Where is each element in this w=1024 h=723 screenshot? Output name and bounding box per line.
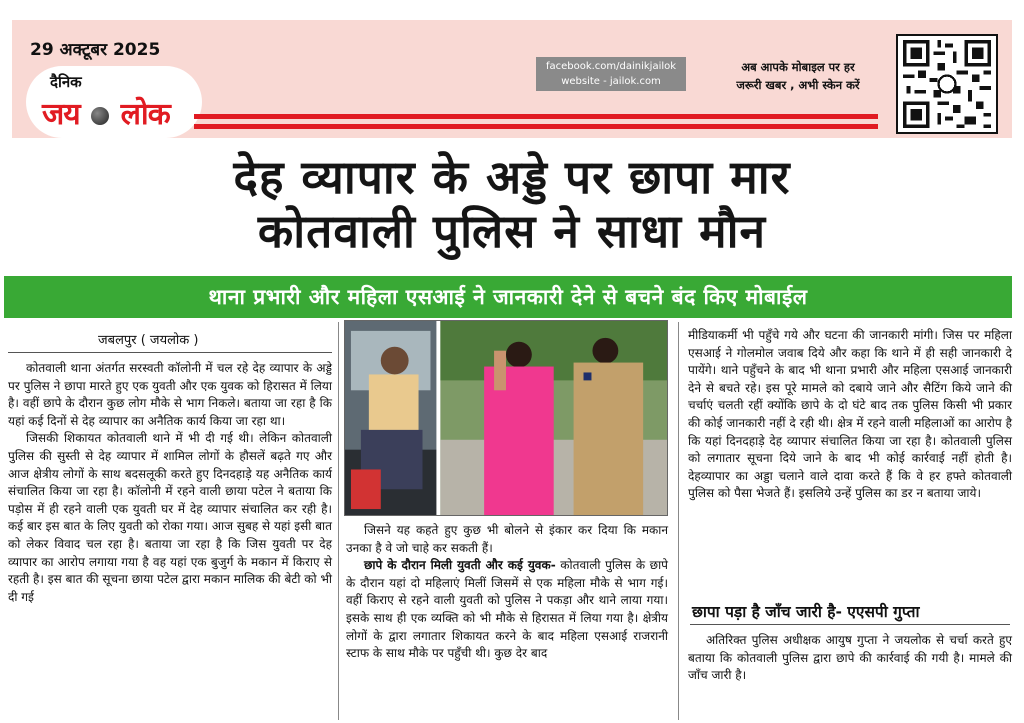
issue-date: 29 अक्टूबर 2025 xyxy=(30,40,161,60)
paragraph: अतिरिक्त पुलिस अधीक्षक आयुष गुप्ता ने जयलोक से चर्चा करते हुए बताया कि कोतवाली पुलिस द्वारा छापे की कार्रवाई की गयी है। मामले की जाँच जारी है। xyxy=(688,633,1012,683)
section-lead: छापे के दौरान मिली युवती और कई युवक- xyxy=(364,558,556,573)
scan-prompt-line1: अब आपके मोबाइल पर हर xyxy=(741,60,855,74)
logo-wordmark xyxy=(42,92,170,133)
column-divider xyxy=(338,322,339,720)
logo-prefix: दैनिक xyxy=(50,73,82,91)
article-column-3 xyxy=(688,327,1012,503)
paragraph: मीडियाकर्मी भी पहुँचे गये और घटना की जानकारी मांगी। जिस पर महिला एसआई ने गोलमोल जवाब दिये और कहा कि थाने में ही सही जानकारी दे पायेंगे। थाने पहुँचने के बाद भी थाना प्रभारी और महिला एसआई जानकारी देने से बचते रहे। इस पूरे मामले को दबाये जाने और सैटिंग किये जाने की चर्चाएं चलती रहीं क्योंकि छापे के दो घंटे बाद तक पुलिस किसी भी प्रकार की कोई जानकारी नहीं दे रही थी। क्षेत्र में रहने वाली महिलाओं का आरोप है कि यहां दिनदहाड़े देह व्यापार संचालित किया जा रहा है। कोतवाली पुलिस को लगातार सूचना दिये जाने के बाद भी कोई कार्रवाई नहीं होती है। देहव्यापार का अड्डा चलाने वाले दावा करते हैं कि वे हर हफ्ते कोतवाली पुलिस को पैसा भेजते हैं। इसलिये उन्हें पुलिस का डर न बताया जाये। xyxy=(688,328,1012,501)
masthead xyxy=(12,20,1012,138)
byline-divider xyxy=(8,352,332,353)
section-subheading: छापा पड़ा है जाँच जारी है- एएसपी गुप्ता xyxy=(692,603,920,621)
qr-code-icon[interactable] xyxy=(896,34,998,134)
facebook-link[interactable]: facebook.com/dainikjailok xyxy=(545,61,677,72)
dateline: जबलपुर ( जयलोक ) xyxy=(98,333,199,348)
social-links-box xyxy=(536,57,686,91)
headline-line1: देह व्यापार के अड्डे पर छापा मार xyxy=(233,150,791,204)
logo-word-right: लोक xyxy=(120,97,170,132)
scan-prompt xyxy=(708,58,888,94)
paragraph: जिसकी शिकायत कोतवाली थाने में भी दी गई थी। लेकिन कोतवाली पुलिस की सुस्ती से देह व्यापार में शामिल लोगों के हौसलें बढ़ते गए और आज क्षेत्रीय लोगों के साथ बदसलूकी करते हुए दिनदहाड़े यह अनैतिक कार्य संचालित किया जा रहा है। कॉलोनी में रहने वाली छाया पटेल ने बताया कि पड़ोस में ही रहने वाली एक युवती घर में देह व्यापार संचालित कर रही है। कई बार इस बात के लिए युवती को रोका गया। आज सुबह से यहां इसी बात को लेकर विवाद चल रहा है। बताया जा रहा है कि जिस युवती पर देह व्यापार का आरोप लगाया गया है वह यहां एक बुजुर्ग के मकान में किराए से रहती है। इस बात की सूचना छाया पटेल द्वारा मकान मालिक की बेटी को भी दी गई xyxy=(8,431,332,604)
subheadline-banner xyxy=(4,276,1012,318)
subheading-divider xyxy=(690,624,1010,625)
news-photo xyxy=(344,320,668,516)
paragraph: जिसने यह कहते हुए कुछ भी बोलने से इंकार कर दिया कि मकान उनका है वे जो चाहे कर सकती हैं। xyxy=(346,523,668,555)
masthead-rule-bottom xyxy=(194,124,878,129)
newspaper-logo xyxy=(26,66,202,138)
scan-prompt-line2: जरूरी खबर , अभी स्केन करें xyxy=(736,78,860,92)
article-column-3-continued xyxy=(688,632,1012,685)
main-headline xyxy=(0,150,1024,258)
headline-line2: कोतवाली पुलिस ने साधा मौन xyxy=(257,204,767,258)
article-column-2 xyxy=(346,522,668,663)
website-link[interactable]: website - jailok.com xyxy=(561,76,661,87)
globe-icon xyxy=(91,107,109,125)
paragraph xyxy=(346,557,668,663)
logo-word-left: जय xyxy=(42,97,80,132)
subheadline-text: थाना प्रभारी और महिला एसआई ने जानकारी देने से बचने बंद किए मोबाईल xyxy=(208,285,808,309)
masthead-rule-top xyxy=(194,114,878,119)
paragraph-body: कोतवाली पुलिस के छापे के दौरान यहां दो महिलाएं मिलीं जिसमें से एक महिला मौके से भाग गई। वहीं किराए से रहने वाली युवती को पुलिस ने पकड़ा और थाने लाया गया। इसके साथ ही एक व्यक्ति को भी मौके से हिरासत में लिया गया है। क्षेत्रीय लोगों के द्वारा लगातार शिकायत करने के बाद महिला एसआई राजरानी स्टाफ के साथ मौके पर पहुँची थी। कुछ देर बाद xyxy=(346,558,669,661)
paragraph: कोतवाली थाना अंतर्गत सरस्वती कॉलोनी में चल रहे देह व्यापार के अड्डे पर पुलिस ने छापा मारते हुए एक युवती और एक युवक को हिरासत में लिया है। वहीं छापे के दौरान कुछ लोग मौके से भाग निकले। बताया जा रहा है कि यहां कई दिनों से देह व्यापार का अनैतिक कार्य किया जा रहा था। xyxy=(8,361,332,428)
article-column-1 xyxy=(8,360,332,606)
column-divider xyxy=(678,322,679,720)
